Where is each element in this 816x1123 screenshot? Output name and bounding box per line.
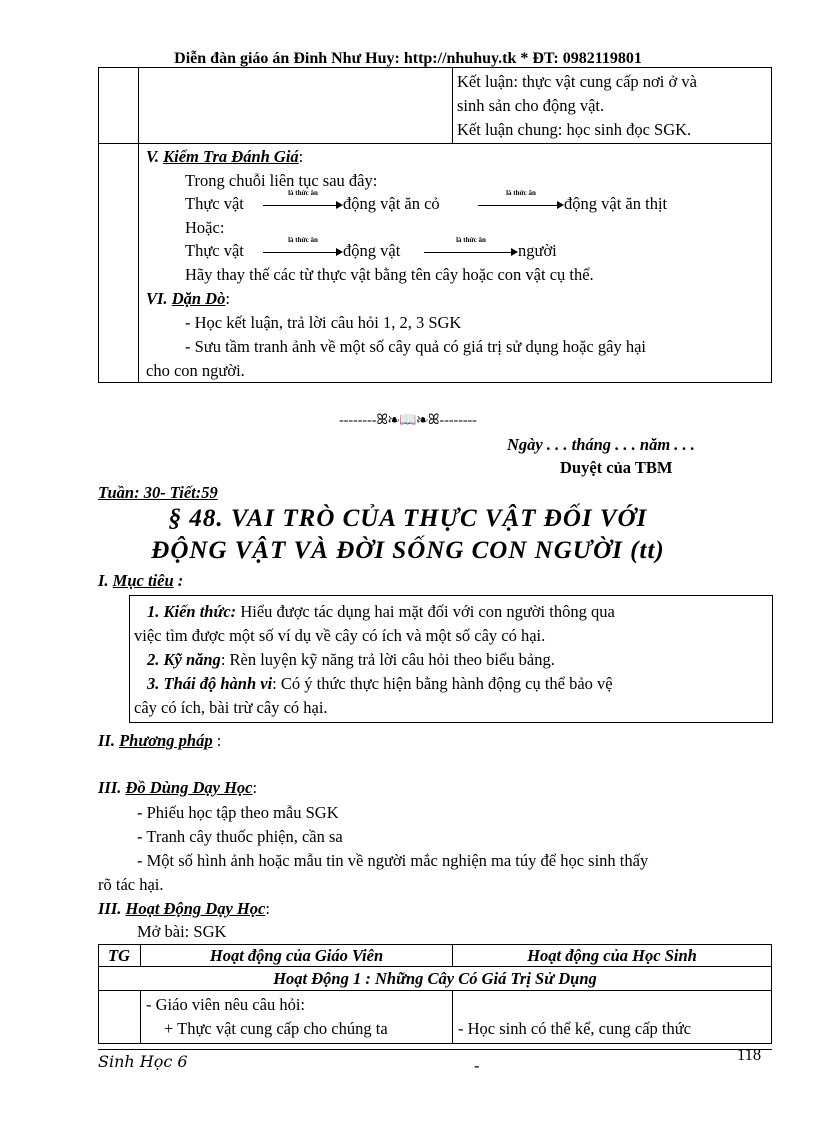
objective-attitude-label: 3. Thái độ hành vi	[147, 674, 273, 693]
student-line-1: - Học sinh có thể kể, cung cấp thức	[458, 1019, 691, 1038]
intro-text: Mở bài: SGK	[137, 922, 227, 941]
conclusion-2: Kết luận chung: học sinh đọc SGK.	[457, 120, 692, 139]
section-ii-number: II.	[98, 731, 115, 750]
material-1: - Phiếu học tập theo mẫu SGK	[137, 803, 339, 822]
footer-subject: Sinh Học 6	[98, 1052, 188, 1071]
section-vi-number: VI.	[146, 289, 168, 308]
section-ii-suffix: :	[212, 731, 222, 750]
objective-attitude-text: : Có ý thức thực hiện bằng hành động cụ thể bảo vệ	[272, 674, 613, 693]
chain2-plants: Thực vật	[185, 241, 244, 260]
col-header-tg: TG	[108, 946, 130, 965]
chain2-arrow-1	[263, 236, 343, 256]
activity-1-title: Hoạt Động 1 : Những Cây Có Giá Trị Sử Dụng	[273, 969, 597, 988]
arrow-label: là thức ăn	[506, 189, 536, 197]
section-v-number: V.	[146, 147, 160, 166]
arrow-label: là thức ăn	[456, 236, 486, 244]
material-2: - Tranh cây thuốc phiện, cần sa	[137, 827, 343, 846]
objective-attitude-a	[147, 673, 613, 695]
col-header-student: Hoạt động của Học Sinh	[527, 946, 697, 965]
chain2-arrow-2	[424, 236, 518, 256]
material-3-cont: rõ tác hại.	[98, 875, 164, 894]
material-3: - Một số hình ảnh hoặc mẫu tin về người mắc nghiện ma túy để học sinh thấy	[137, 851, 649, 870]
conclusion-1a: Kết luận: thực vật cung cấp nơi ở và	[457, 72, 697, 91]
v-instruction: Hãy thay thế các từ thực vật bằng tên cây hoặc con vật cụ thể.	[185, 265, 594, 284]
section-v-title: Kiểm Tra Đánh Giá	[163, 147, 299, 166]
chain1-carnivore: động vật ăn thịt	[564, 194, 668, 213]
section-i-number: I.	[98, 571, 109, 590]
section-vi-title: Dặn Dò	[171, 289, 226, 308]
arrow-label: là thức ăn	[288, 189, 318, 197]
teacher-line-2: + Thực vật cung cấp cho chúng ta	[164, 1019, 388, 1038]
chain1-herbivore: động vật ăn cỏ	[343, 194, 440, 213]
section-ii-heading	[98, 730, 221, 752]
week-lesson: Tuần: 30- Tiết:59	[98, 483, 218, 502]
section-iii-b-number: III.	[98, 899, 122, 918]
footer-dash: -	[474, 1056, 480, 1075]
objective-knowledge-b: việc tìm được một số ví dụ về cây có ích và một số cây có hại.	[134, 626, 546, 645]
page-number: 118	[737, 1045, 762, 1064]
chain2-human: người	[518, 241, 557, 260]
conclusion-1b: sinh sản cho động vật.	[457, 96, 605, 115]
chain1-arrow-2	[478, 189, 564, 209]
section-iii-b-suffix: :	[265, 899, 270, 918]
section-iii-suffix: :	[252, 778, 258, 797]
vi-line-3: cho con người.	[146, 361, 245, 380]
section-vi-heading: VI. Dặn Dò:	[146, 289, 230, 308]
chain1-plants: Thực vật	[185, 194, 244, 213]
section-iii-b-title: Hoạt Động Dạy Học	[125, 899, 266, 918]
section-v-heading: V. Kiểm Tra Đánh Giá:	[146, 147, 304, 166]
section-iii-title: Đồ Dùng Dạy Học	[125, 778, 253, 797]
chain1-arrow-1	[263, 189, 343, 209]
col-header-teacher: Hoạt động của Giáo Viên	[209, 946, 384, 965]
lesson-title-line-2: ĐỘNG VẬT VÀ ĐỜI SỐNG CON NGƯỜI (tt)	[151, 537, 665, 564]
ornament-divider: --------ꕤ❧📖❧ꕤ--------	[339, 413, 477, 428]
vi-line-1: - Học kết luận, trả lời câu hỏi 1, 2, 3 SGK	[185, 313, 462, 332]
section-i-suffix: :	[173, 571, 184, 590]
objective-knowledge-text: Hiểu được tác dụng hai mặt đối với con người thông qua	[236, 602, 615, 621]
section-iii-materials-heading	[98, 777, 257, 799]
objective-knowledge-label: 1. Kiến thức:	[147, 602, 237, 621]
objective-skill-text: : Rèn luyện kỹ năng trả lời câu hỏi theo biểu bảng.	[220, 650, 555, 669]
section-i-title: Mục tiêu	[112, 571, 174, 590]
vi-line-2: - Sưu tầm tranh ảnh về một số cây quả có giá trị sử dụng hoặc gây hại	[185, 337, 646, 356]
objective-skill	[147, 649, 555, 671]
approval-date: Ngày . . . tháng . . . năm . . .	[507, 435, 695, 454]
lesson-title-line-1: § 48. VAI TRÒ CỦA THỰC VẬT ĐỐI VỚI	[168, 505, 648, 532]
section-ii-title: Phương pháp	[119, 731, 213, 750]
page-header: Diễn đàn giáo án Đinh Như Huy: http://nhuhuy.tk * ĐT: 0982119801	[174, 50, 642, 67]
arrow-label: là thức ăn	[288, 236, 318, 244]
approval-sign: Duyệt của TBM	[560, 458, 673, 477]
section-iii-number: III.	[98, 778, 122, 797]
teacher-line-1: - Giáo viên nêu câu hỏi:	[146, 995, 305, 1014]
objective-attitude-b: cây có ích, bài trừ cây có hại.	[134, 698, 328, 717]
objective-knowledge-a	[147, 601, 615, 623]
footer-rule	[98, 1049, 772, 1050]
v-or: Hoặc:	[185, 218, 225, 237]
section-iii-activities-heading	[98, 898, 270, 920]
section-i-heading	[98, 570, 183, 592]
objective-skill-label: 2. Kỹ năng	[147, 650, 221, 669]
chain2-animal: động vật	[343, 241, 401, 260]
v-line-1: Trong chuỗi liên tục sau đây:	[185, 171, 378, 190]
